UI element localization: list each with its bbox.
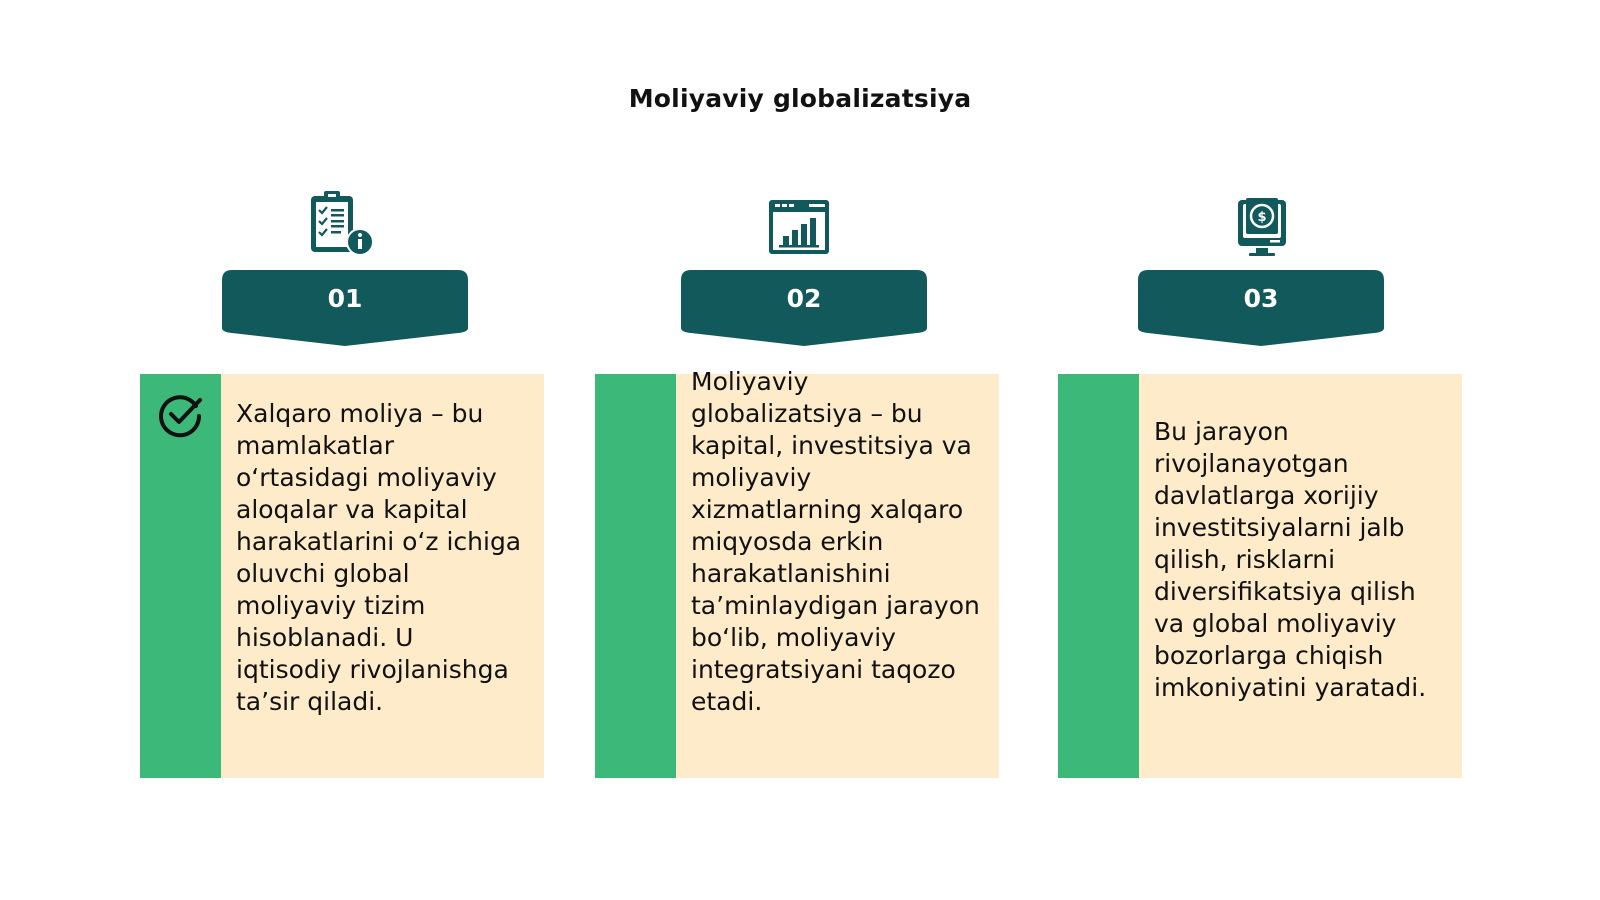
card-accent-stripe: [595, 374, 676, 778]
step-card: [1058, 374, 1462, 778]
bar-chart-browser-icon: [767, 198, 831, 256]
page-title: Moliyaviy globalizatsiya: [628, 84, 972, 113]
step-column-3: [1058, 0, 1478, 900]
step-number-badge: [222, 270, 468, 346]
step-column-1: [140, 0, 560, 900]
step-number: 03: [1243, 284, 1279, 313]
step-number-badge: [681, 270, 927, 346]
check-circle-icon: [158, 392, 204, 438]
step-number: 01: [327, 284, 363, 313]
step-column-2: [595, 0, 1015, 900]
checklist-clipboard-info-icon: [306, 190, 376, 258]
step-number-badge: [1138, 270, 1384, 346]
step-description: Bu jarayon rivojlanayotgan davlatlarga xorijiy investitsiyalarni jalb qilish, risklarni diversifikatsiya qilish va global moliyaviy bozorlarga chiqish imkoniyatini yaratadi.: [1154, 417, 1427, 702]
svg-text:$: $: [1257, 210, 1267, 225]
step-description: Moliyaviy globalizatsiya – bu kapital, investitsiya va moliyaviy xizmatlarning xalqaro miqyosda erkin harakatlanishini ta’minlaydigan jarayon bo‘lib, moliyaviy integratsiyani taqozo etadi.: [691, 367, 980, 716]
step-number: 02: [786, 284, 822, 313]
step-description: Xalqaro moliya – bu mamlakatlar o‘rtasidagi moliyaviy aloqalar va kapital harakatlarini o‘z ichiga oluvchi global moliyaviy tizim hisoblanadi. U iqtisodiy rivojlanishga ta’sir qiladi.: [236, 399, 522, 716]
step-card: [140, 374, 544, 778]
step-card: [595, 367, 999, 778]
card-accent-stripe: [1058, 374, 1139, 778]
dollar-device-icon: [1236, 196, 1288, 258]
